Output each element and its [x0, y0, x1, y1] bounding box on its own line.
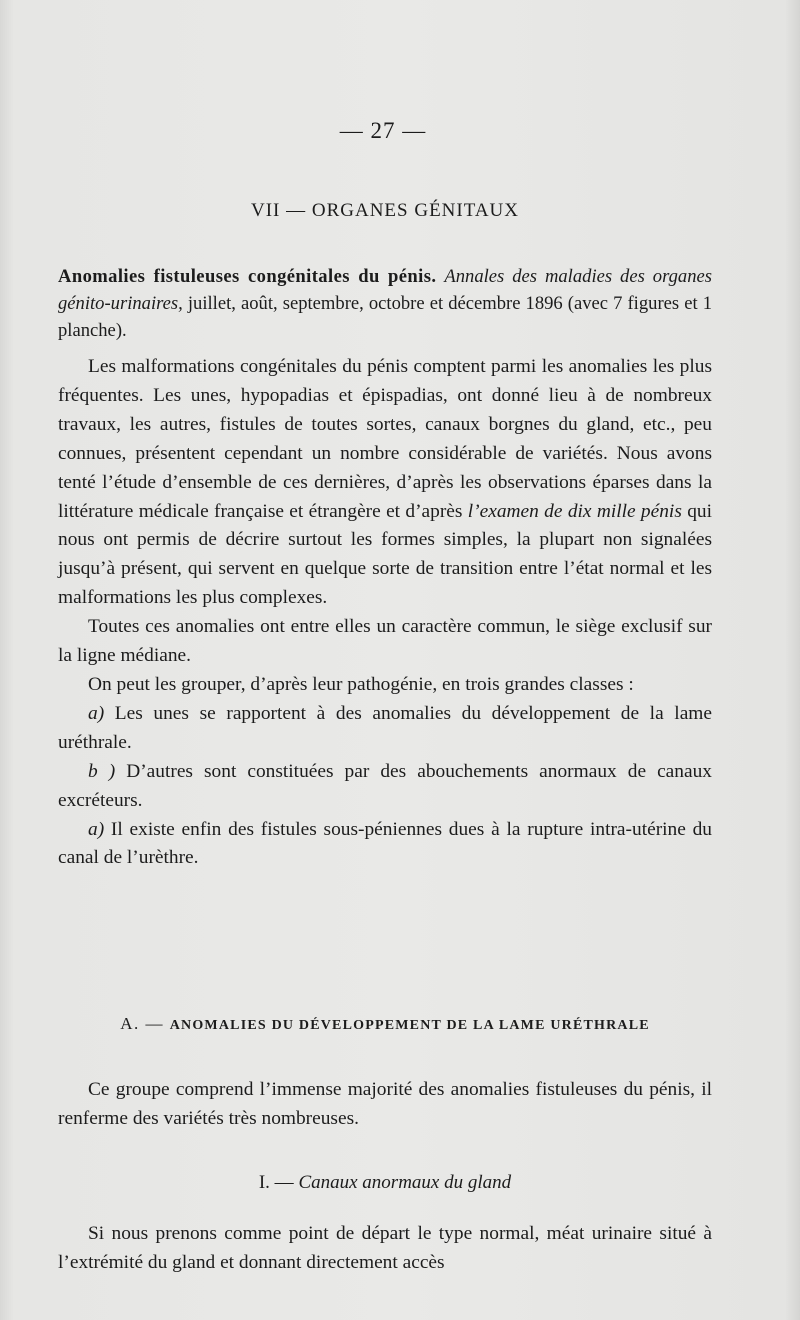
section-a-title: ANOMALIES DU DÉVELOPPEMENT DE LA LAME URÉTHRALE: [169, 1018, 650, 1033]
subsection-1-title: Canaux anormaux du gland: [298, 1172, 512, 1193]
final-paragraph: Si nous prenons comme point de départ le type normal, méat urinaire situé à l’extrémité du gland et donnant directement accès: [58, 1223, 712, 1273]
class-a-text: Les unes se rapportent à des anomalies du développement de la lame uréthrale.: [58, 702, 712, 753]
section-a-heading: [58, 1014, 712, 1034]
paragraph-class-a: [58, 700, 712, 758]
subsection-1-heading: [0, 1172, 770, 1194]
subsection-1-prefix: I. —: [258, 1172, 299, 1193]
subsection-1-body: [58, 1220, 712, 1278]
paragraph-intro-italic: l’examen de dix mille pénis: [467, 500, 682, 522]
class-b-marker: b ): [88, 760, 116, 782]
class-b-text: D’autres sont constituées par des abouchements anormaux de canaux excréteurs.: [58, 760, 712, 811]
paragraph-common-trait: Toutes ces anomalies ont entre elles un caractère commun, le siège exclusif sur la ligne médiane.: [58, 616, 712, 667]
section-a-body: [58, 1076, 712, 1134]
section-a-paragraph: Ce groupe comprend l’immense majorité des anomalies fistuleuses du pénis, il renferme des variétés très nombreuses.: [58, 1079, 712, 1129]
paragraph-intro-after: qui nous ont permis de décrire surtout les formes simples, la plupart non signalées jusqu’à présent, qui servent en quelque sorte de transition entre l’état normal et les malformations les plus complexes.: [58, 500, 712, 609]
reference-details: juillet, août, septembre, octobre et décembre 1896 (avec 7 figures et 1 planche).: [58, 293, 712, 341]
paragraph-classes: On peut les grouper, d’après leur pathogénie, en trois grandes classes :: [88, 673, 634, 695]
page-number: — 27 —: [339, 118, 427, 143]
class-c-marker: a): [88, 818, 105, 840]
chapter-title: VII — ORGANES GÉNITAUX: [251, 200, 519, 221]
paragraph-class-b: [58, 758, 712, 816]
paragraph-class-c: [58, 816, 712, 874]
paragraph-intro-before: Les malformations congénitales du pénis comptent parmi les anomalies les plus fréquentes. Les unes, hypopadias et épispadias, ont donné lieu à de nombreux travaux, les autres, fistules de toutes sortes, canaux borgnes du gland, etc., peu connues, présentent cependant un nombre considérable de variétés. Nous avons tenté l’étude d’ensemble de ces dernières, d’après les observations éparses dans la littérature médicale française et étrangère et d’après: [58, 356, 712, 522]
section-a-prefix: A. —: [120, 1014, 170, 1033]
paragraph-intro: [58, 353, 712, 613]
reference-title: Anomalies fistuleuses congénitales du pénis.: [58, 266, 437, 287]
body-text: [58, 353, 712, 873]
reference-journal: Annales des maladies des organes génito-urinaires,: [58, 266, 712, 314]
bibliographic-reference: [58, 263, 712, 344]
class-a-marker: a): [88, 702, 105, 724]
class-c-text: Il existe enfin des fistules sous-péniennes dues à la rupture intra-utérine du canal de l’urèthre.: [58, 818, 712, 869]
